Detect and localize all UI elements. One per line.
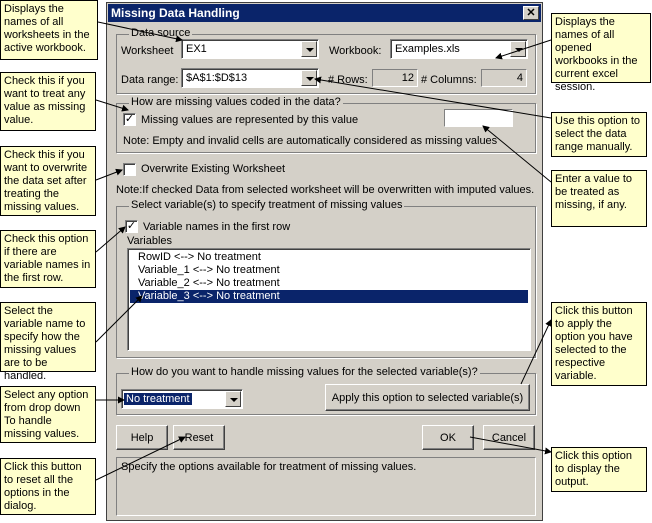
data-range-label: Data range: [121,74,179,86]
cancel-button[interactable] [483,425,535,450]
overwrite-label: Overwrite Existing Worksheet [141,163,286,175]
first-row-checkbox[interactable] [125,220,138,233]
callout-select-variable: Select the variable name to specify how the missing values are to be handled. [0,302,96,372]
help-button-label: Help [130,432,154,444]
apply-button[interactable] [325,384,530,411]
data-source-title: Data source [131,27,191,39]
callout-worksheets: Displays the names of all worksheets in the active workbook. [0,0,98,60]
list-item[interactable]: Variable_1 <--> No treatment [138,264,280,276]
chevron-down-icon[interactable] [301,41,317,57]
cancel-button-label: Cancel [491,432,527,444]
first-row-label: Variable names in the first row [143,221,291,233]
variables-listbox[interactable] [127,248,531,351]
worksheet-value: EX1 [186,43,207,55]
overwrite-checkbox[interactable] [123,163,136,176]
workbook-value: Examples.xls [395,43,460,55]
data-range-input[interactable] [181,68,319,88]
callout-enter-value: Enter a value to be treated as missing, if any. [551,170,647,227]
treatment-select[interactable] [121,389,243,409]
callout-overwrite: Check this if you want to overwrite the data set after treating the missing values. [0,146,96,216]
variables-list-label: Variables [127,235,173,247]
callout-apply: Click this button to apply the option you have selected to the respective variable. [551,302,647,386]
callout-workbooks: Displays the names of all opened workbooks in the current excel session. [551,13,651,83]
callout-treat-missing: Check this if you want to treat any value as missing value. [0,72,96,131]
callout-reset: Click this button to reset all the options in the dialog. [0,458,96,515]
chevron-down-icon[interactable] [510,41,526,57]
dialog-titlebar [108,4,541,22]
handling-title: How do you want to handle missing values for the selected variable(s)? [131,366,478,378]
data-range-value: $A$1:$D$13 [186,72,248,84]
list-item-selected[interactable]: Variable_3 <--> No treatment [130,290,528,303]
ok-button-label: OK [440,432,456,444]
missing-data-dialog [106,2,543,521]
callout-variable-names: Check this option if there are variable names in the first row. [0,230,96,288]
worksheet-label: Worksheet [121,45,174,57]
close-button[interactable] [523,6,539,20]
check-icon: ✓ [126,220,137,232]
check-icon: ✓ [124,113,135,125]
rows-value: 12 [401,72,414,84]
rows-field [372,69,418,87]
workbook-label: Workbook: [329,45,382,57]
missing-value-label: Missing values are represented by this value [141,114,359,126]
ok-button[interactable] [422,425,474,450]
rows-label: # Rows: [328,74,368,86]
list-item[interactable]: Variable_2 <--> No treatment [138,277,280,289]
status-text: Specify the options available for treatment of missing values. [121,461,417,473]
missing-coding-title: How are missing values coded in the data? [131,96,341,108]
treatment-value: No treatment [126,393,190,405]
worksheet-select[interactable] [181,39,319,59]
workbook-select[interactable] [390,39,528,59]
missing-coding-note: Note: Empty and invalid cells are automatically considered as missing values [123,135,498,147]
overwrite-note: Note:If checked Data from selected worksheet will be overwritten with imputed values. [116,184,535,196]
columns-field [481,69,527,87]
chevron-down-icon[interactable] [225,391,241,407]
apply-button-label: Apply this option to selected variable(s) [331,392,524,404]
reset-button-label: Reset [184,432,214,444]
callout-ok: Click this option to display the output. [551,447,647,492]
list-item[interactable]: RowID <--> No treatment [138,251,261,263]
status-area [116,457,536,516]
missing-value-input[interactable] [444,109,513,127]
callout-drop-down: Select any option from drop down To handle missing values. [0,386,96,443]
missing-value-checkbox[interactable] [123,113,136,126]
range-picker-button[interactable] [301,70,317,86]
columns-value: 4 [516,72,523,84]
help-button[interactable] [116,425,168,450]
dialog-title: Missing Data Handling [111,6,240,20]
callout-data-range: Use this option to select the data range manually. [551,112,647,157]
reset-button[interactable] [173,425,225,450]
variables-title: Select variable(s) to specify treatment of missing values [131,199,403,211]
columns-label: # Columns: [421,74,477,86]
close-icon: ✕ [526,7,536,19]
